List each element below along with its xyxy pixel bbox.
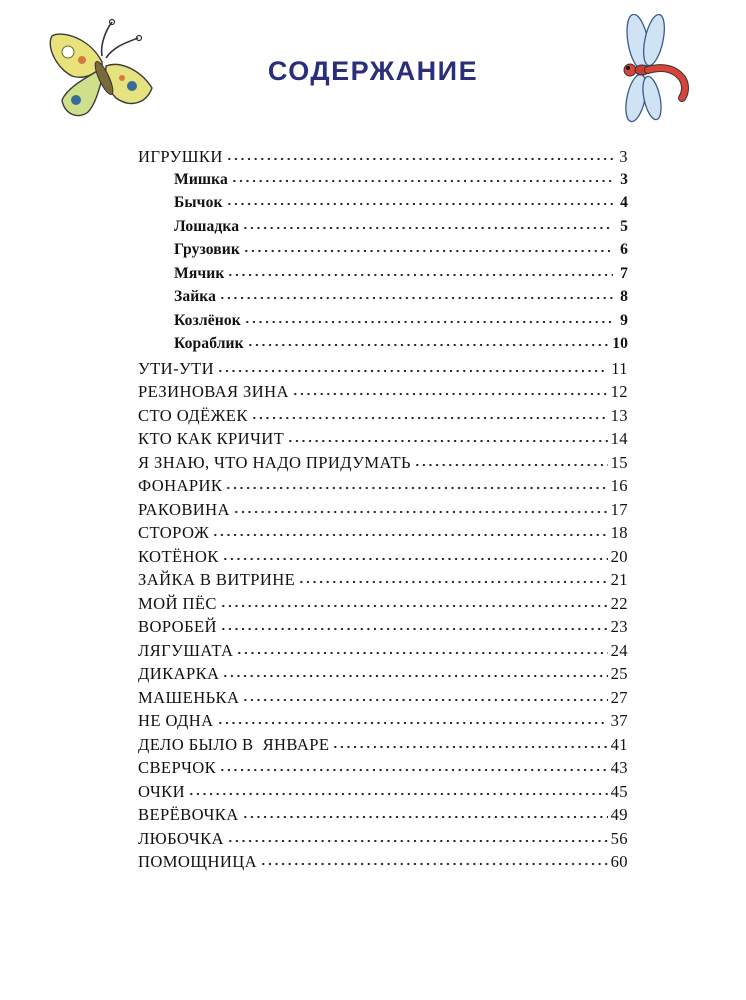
dot-leader <box>298 580 607 584</box>
toc-subentry[interactable] <box>138 335 628 359</box>
toc-page-number: 6 <box>620 241 628 258</box>
toc-entry-title: Грузовик <box>174 241 240 258</box>
dot-leader <box>233 510 608 514</box>
toc-page-number: 8 <box>620 288 628 305</box>
dot-leader <box>287 439 607 443</box>
toc-page-number: 49 <box>610 805 628 824</box>
toc-entry[interactable] <box>138 500 628 524</box>
toc-entry[interactable] <box>138 476 628 500</box>
toc-page-number: 3 <box>620 170 628 188</box>
dot-leader <box>222 557 608 561</box>
toc-entry[interactable] <box>138 829 628 853</box>
toc-entry[interactable] <box>138 147 628 171</box>
dot-leader <box>242 815 608 819</box>
toc-entry[interactable] <box>138 758 628 782</box>
toc-entry[interactable] <box>138 641 628 665</box>
toc-subentry[interactable] <box>138 171 628 195</box>
toc-page-number: 11 <box>611 358 628 378</box>
toc-page-number: 43 <box>610 758 628 777</box>
toc-page-number: 21 <box>610 570 628 589</box>
toc-page-number: 25 <box>610 664 628 683</box>
toc-entry-title: Мячик <box>174 264 225 282</box>
dot-leader <box>243 249 613 253</box>
dot-leader <box>292 392 608 396</box>
toc-entry[interactable] <box>138 782 628 806</box>
toc-entry[interactable] <box>138 852 628 876</box>
table-of-contents <box>138 147 628 876</box>
toc-entry-title: ИГРУШКИ <box>138 147 223 166</box>
toc-entry-title: РАКОВИНА <box>138 499 230 519</box>
toc-entry-title: Бычок <box>174 194 223 211</box>
toc-entry[interactable] <box>138 711 628 735</box>
toc-entry-title: НЕ ОДНА <box>138 711 214 730</box>
toc-entry-title: ЛЮБОЧКА <box>138 828 224 848</box>
toc-subentry[interactable] <box>138 288 628 312</box>
toc-entry-title: КТО КАК КРИЧИТ <box>138 429 285 448</box>
toc-entry[interactable] <box>138 453 628 477</box>
toc-entry-title: Козлёнок <box>174 311 241 329</box>
dot-leader <box>332 745 607 749</box>
dot-leader <box>236 651 607 655</box>
toc-subentry[interactable] <box>138 218 628 242</box>
toc-entry[interactable] <box>138 429 628 453</box>
dot-leader <box>225 486 607 490</box>
dot-leader <box>188 792 608 796</box>
toc-entry-title: Лошадка <box>174 217 240 235</box>
toc-entry-title: РЕЗИНОВАЯ ЗИНА <box>138 382 289 401</box>
toc-page-number: 37 <box>610 711 628 730</box>
dot-leader <box>231 179 613 183</box>
dot-leader <box>226 157 613 161</box>
toc-entry-title: ДИКАРКА <box>138 664 220 683</box>
toc-entry-title: КОТЁНОК <box>138 546 219 566</box>
toc-entry-title: МАШЕНЬКА <box>138 687 240 707</box>
toc-page-number: 23 <box>610 617 628 636</box>
toc-subentry[interactable] <box>138 194 628 218</box>
toc-page-number: 24 <box>610 640 628 660</box>
dot-leader <box>414 463 608 467</box>
dot-leader <box>219 296 613 300</box>
dot-leader <box>217 369 608 373</box>
dot-leader <box>217 721 608 725</box>
toc-entry-title: СВЕРЧОК <box>138 758 217 777</box>
toc-entry-title: ДЕЛО БЫЛО В ЯНВАРЕ <box>138 734 330 754</box>
toc-entry[interactable] <box>138 359 628 383</box>
toc-page-number: 56 <box>610 828 628 848</box>
dot-leader <box>219 768 607 772</box>
toc-entry[interactable] <box>138 594 628 618</box>
toc-subentry[interactable] <box>138 312 628 336</box>
dot-leader <box>227 273 613 277</box>
toc-entry[interactable] <box>138 617 628 641</box>
toc-entry[interactable] <box>138 382 628 406</box>
toc-page-number: 9 <box>620 311 628 329</box>
toc-entry-title: Зайка <box>174 288 217 305</box>
toc-page-number: 15 <box>610 452 628 472</box>
toc-entry-title: Я ЗНАЮ, ЧТО НАДО ПРИДУМАТЬ <box>138 452 411 472</box>
toc-entry[interactable] <box>138 735 628 759</box>
toc-page-number: 3 <box>619 147 628 166</box>
dot-leader <box>227 839 608 843</box>
toc-entry[interactable] <box>138 688 628 712</box>
dot-leader <box>242 226 613 230</box>
toc-subentry[interactable] <box>138 265 628 289</box>
toc-subentry[interactable] <box>138 241 628 265</box>
toc-entry-title: ВЕРЁВОЧКА <box>138 805 239 824</box>
dot-leader <box>260 862 608 866</box>
dot-leader <box>212 533 607 537</box>
toc-page-number: 17 <box>610 499 628 519</box>
dot-leader <box>251 416 608 420</box>
page-title: СОДЕРЖАНИЕ <box>267 56 479 86</box>
toc-entry[interactable] <box>138 523 628 547</box>
toc-page-number: 4 <box>620 194 628 211</box>
toc-entry-title: УТИ-УТИ <box>138 358 215 378</box>
dot-leader <box>220 627 608 631</box>
toc-entry-title: Кораблик <box>174 335 244 352</box>
toc-entry[interactable] <box>138 406 628 430</box>
toc-entry[interactable] <box>138 547 628 571</box>
dot-leader <box>220 604 608 608</box>
dot-leader <box>247 343 609 347</box>
toc-entry-title: СТО ОДЁЖЕК <box>138 405 248 425</box>
toc-entry[interactable] <box>138 805 628 829</box>
dot-leader <box>226 202 613 206</box>
toc-page-number: 13 <box>610 405 628 425</box>
dot-leader <box>222 674 607 678</box>
toc-entry-title: СТОРОЖ <box>138 523 210 542</box>
toc-page-number: 20 <box>610 546 628 566</box>
toc-entry-title: МОЙ ПЁС <box>138 593 217 613</box>
toc-entry-title: ВОРОБЕЙ <box>138 617 217 636</box>
dot-leader <box>242 698 607 702</box>
toc-entry-title: ЗАЙКА В ВИТРИНЕ <box>138 570 296 589</box>
toc-page-number: 22 <box>610 593 628 613</box>
toc-page-number: 60 <box>610 852 628 871</box>
toc-page-number: 18 <box>610 523 628 542</box>
dot-leader <box>244 320 613 324</box>
toc-entry[interactable] <box>138 664 628 688</box>
toc-entry-title: ФОНАРИК <box>138 476 223 495</box>
toc-entry[interactable] <box>138 570 628 594</box>
toc-entry-title: ЛЯГУШАТА <box>138 640 234 660</box>
toc-page-number: 7 <box>620 264 628 282</box>
dragonfly-icon <box>612 14 694 124</box>
toc-entry-title: Мишка <box>174 170 228 188</box>
toc-page-number: 16 <box>610 476 628 495</box>
toc-page-number: 10 <box>612 335 628 352</box>
toc-page-number: 41 <box>610 734 628 754</box>
toc-page-number: 12 <box>610 382 628 401</box>
toc-entry-title: ОЧКИ <box>138 781 186 801</box>
toc-page-number: 5 <box>620 217 628 235</box>
toc-page-number: 27 <box>610 687 628 707</box>
toc-entry-title: ПОМОЩНИЦА <box>138 852 257 871</box>
toc-page-number: 14 <box>610 429 628 448</box>
toc-page-number: 45 <box>610 781 628 801</box>
